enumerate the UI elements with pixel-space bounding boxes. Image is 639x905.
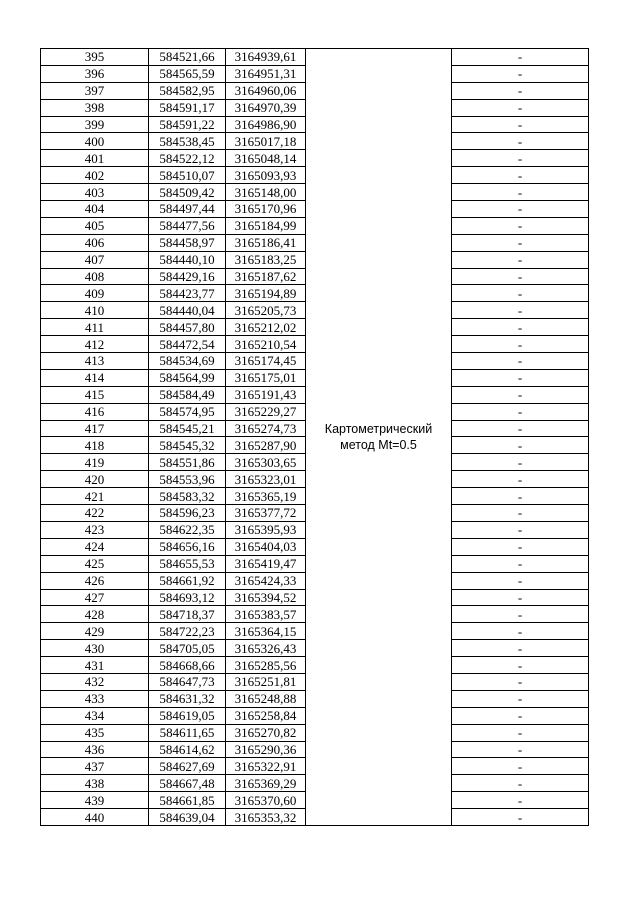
error-value-cell: - [452,133,589,150]
error-value-cell: - [452,488,589,505]
error-value-cell: - [452,167,589,184]
point-number-cell: 421 [41,488,149,505]
y-coordinate-cell: 3165290,36 [226,741,306,758]
error-value-cell: - [452,454,589,471]
y-coordinate-cell: 3164970,39 [226,99,306,116]
x-coordinate-cell: 584553,96 [149,471,226,488]
error-value-cell: - [452,65,589,82]
x-coordinate-cell: 584631,32 [149,690,226,707]
point-number-cell: 436 [41,741,149,758]
error-value-cell: - [452,809,589,826]
x-coordinate-cell: 584718,37 [149,606,226,623]
point-number-cell: 405 [41,217,149,234]
x-coordinate-cell: 584534,69 [149,353,226,370]
point-number-cell: 404 [41,201,149,218]
x-coordinate-cell: 584647,73 [149,673,226,690]
error-value-cell: - [452,184,589,201]
error-value-cell: - [452,201,589,218]
point-number-cell: 410 [41,302,149,319]
x-coordinate-cell: 584655,53 [149,555,226,572]
y-coordinate-cell: 3165248,88 [226,690,306,707]
x-coordinate-cell: 584583,32 [149,488,226,505]
x-coordinate-cell: 584522,12 [149,150,226,167]
y-coordinate-cell: 3165404,03 [226,538,306,555]
coordinates-table [40,48,589,826]
x-coordinate-cell: 584591,22 [149,116,226,133]
y-coordinate-cell: 3165369,29 [226,775,306,792]
error-value-cell: - [452,336,589,353]
x-coordinate-cell: 584497,44 [149,201,226,218]
y-coordinate-cell: 3165394,52 [226,589,306,606]
error-value-cell: - [452,150,589,167]
error-value-cell: - [452,420,589,437]
y-coordinate-cell: 3165148,00 [226,184,306,201]
x-coordinate-cell: 584551,86 [149,454,226,471]
error-value-cell: - [452,471,589,488]
point-number-cell: 433 [41,690,149,707]
y-coordinate-cell: 3165285,56 [226,657,306,674]
table-row [41,49,589,66]
point-number-cell: 429 [41,623,149,640]
point-number-cell: 415 [41,386,149,403]
point-number-cell: 417 [41,420,149,437]
point-number-cell: 423 [41,521,149,538]
y-coordinate-cell: 3165174,45 [226,353,306,370]
x-coordinate-cell: 584693,12 [149,589,226,606]
error-value-cell: - [452,369,589,386]
y-coordinate-cell: 3165183,25 [226,251,306,268]
y-coordinate-cell: 3164960,06 [226,82,306,99]
error-value-cell: - [452,741,589,758]
y-coordinate-cell: 3165229,27 [226,403,306,420]
error-value-cell: - [452,353,589,370]
error-value-cell: - [452,403,589,420]
point-number-cell: 411 [41,319,149,336]
y-coordinate-cell: 3165186,41 [226,234,306,251]
point-number-cell: 434 [41,707,149,724]
point-number-cell: 399 [41,116,149,133]
x-coordinate-cell: 584521,66 [149,49,226,66]
point-number-cell: 413 [41,353,149,370]
error-value-cell: - [452,572,589,589]
error-value-cell: - [452,319,589,336]
x-coordinate-cell: 584619,05 [149,707,226,724]
y-coordinate-cell: 3165370,60 [226,792,306,809]
method-cell [306,49,452,826]
error-value-cell: - [452,707,589,724]
y-coordinate-cell: 3165191,43 [226,386,306,403]
error-value-cell: - [452,775,589,792]
y-coordinate-cell: 3165258,84 [226,707,306,724]
error-value-cell: - [452,640,589,657]
x-coordinate-cell: 584545,32 [149,437,226,454]
error-value-cell: - [452,589,589,606]
x-coordinate-cell: 584656,16 [149,538,226,555]
x-coordinate-cell: 584668,66 [149,657,226,674]
error-value-cell: - [452,555,589,572]
point-number-cell: 438 [41,775,149,792]
point-number-cell: 419 [41,454,149,471]
x-coordinate-cell: 584722,23 [149,623,226,640]
error-value-cell: - [452,437,589,454]
x-coordinate-cell: 584545,21 [149,420,226,437]
x-coordinate-cell: 584584,49 [149,386,226,403]
error-value-cell: - [452,606,589,623]
x-coordinate-cell: 584639,04 [149,809,226,826]
point-number-cell: 420 [41,471,149,488]
point-number-cell: 397 [41,82,149,99]
point-number-cell: 400 [41,133,149,150]
point-number-cell: 424 [41,538,149,555]
x-coordinate-cell: 584622,35 [149,521,226,538]
error-value-cell: - [452,792,589,809]
y-coordinate-cell: 3165210,54 [226,336,306,353]
point-number-cell: 430 [41,640,149,657]
point-number-cell: 431 [41,657,149,674]
point-number-cell: 407 [41,251,149,268]
x-coordinate-cell: 584614,62 [149,741,226,758]
point-number-cell: 414 [41,369,149,386]
point-number-cell: 432 [41,673,149,690]
point-number-cell: 395 [41,49,149,66]
x-coordinate-cell: 584627,69 [149,758,226,775]
point-number-cell: 427 [41,589,149,606]
y-coordinate-cell: 3165251,81 [226,673,306,690]
y-coordinate-cell: 3165017,18 [226,133,306,150]
x-coordinate-cell: 584582,95 [149,82,226,99]
y-coordinate-cell: 3165353,32 [226,809,306,826]
y-coordinate-cell: 3165377,72 [226,505,306,522]
x-coordinate-cell: 584661,85 [149,792,226,809]
point-number-cell: 401 [41,150,149,167]
error-value-cell: - [452,268,589,285]
error-value-cell: - [452,82,589,99]
x-coordinate-cell: 584458,97 [149,234,226,251]
y-coordinate-cell: 3165365,19 [226,488,306,505]
x-coordinate-cell: 584611,65 [149,724,226,741]
error-value-cell: - [452,116,589,133]
point-number-cell: 439 [41,792,149,809]
error-value-cell: - [452,690,589,707]
y-coordinate-cell: 3165383,57 [226,606,306,623]
point-number-cell: 396 [41,65,149,82]
point-number-cell: 435 [41,724,149,741]
point-number-cell: 416 [41,403,149,420]
x-coordinate-cell: 584661,92 [149,572,226,589]
y-coordinate-cell: 3164939,61 [226,49,306,66]
point-number-cell: 428 [41,606,149,623]
x-coordinate-cell: 584472,54 [149,336,226,353]
point-number-cell: 440 [41,809,149,826]
y-coordinate-cell: 3165270,82 [226,724,306,741]
y-coordinate-cell: 3164951,31 [226,65,306,82]
x-coordinate-cell: 584440,04 [149,302,226,319]
point-number-cell: 437 [41,758,149,775]
x-coordinate-cell: 584591,17 [149,99,226,116]
error-value-cell: - [452,99,589,116]
error-value-cell: - [452,657,589,674]
error-value-cell: - [452,285,589,302]
y-coordinate-cell: 3164986,90 [226,116,306,133]
x-coordinate-cell: 584423,77 [149,285,226,302]
y-coordinate-cell: 3165212,02 [226,319,306,336]
point-number-cell: 418 [41,437,149,454]
error-value-cell: - [452,234,589,251]
point-number-cell: 408 [41,268,149,285]
x-coordinate-cell: 584477,56 [149,217,226,234]
x-coordinate-cell: 584440,10 [149,251,226,268]
y-coordinate-cell: 3165326,43 [226,640,306,657]
point-number-cell: 409 [41,285,149,302]
x-coordinate-cell: 584564,99 [149,369,226,386]
y-coordinate-cell: 3165303,65 [226,454,306,471]
x-coordinate-cell: 584509,42 [149,184,226,201]
point-number-cell: 422 [41,505,149,522]
error-value-cell: - [452,505,589,522]
x-coordinate-cell: 584510,07 [149,167,226,184]
error-value-cell: - [452,251,589,268]
point-number-cell: 426 [41,572,149,589]
error-value-cell: - [452,521,589,538]
y-coordinate-cell: 3165364,15 [226,623,306,640]
y-coordinate-cell: 3165287,90 [226,437,306,454]
y-coordinate-cell: 3165170,96 [226,201,306,218]
y-coordinate-cell: 3165419,47 [226,555,306,572]
y-coordinate-cell: 3165205,73 [226,302,306,319]
x-coordinate-cell: 584457,80 [149,319,226,336]
x-coordinate-cell: 584538,45 [149,133,226,150]
point-number-cell: 406 [41,234,149,251]
point-number-cell: 425 [41,555,149,572]
method-line-2: метод Mt=0.5 [340,437,417,452]
y-coordinate-cell: 3165175,01 [226,369,306,386]
error-value-cell: - [452,49,589,66]
y-coordinate-cell: 3165048,14 [226,150,306,167]
point-number-cell: 402 [41,167,149,184]
error-value-cell: - [452,724,589,741]
y-coordinate-cell: 3165322,91 [226,758,306,775]
error-value-cell: - [452,538,589,555]
x-coordinate-cell: 584705,05 [149,640,226,657]
point-number-cell: 398 [41,99,149,116]
y-coordinate-cell: 3165395,93 [226,521,306,538]
x-coordinate-cell: 584574,95 [149,403,226,420]
y-coordinate-cell: 3165093,93 [226,167,306,184]
y-coordinate-cell: 3165187,62 [226,268,306,285]
error-value-cell: - [452,758,589,775]
error-value-cell: - [452,386,589,403]
method-line-1: Картометрический [324,421,433,436]
x-coordinate-cell: 584429,16 [149,268,226,285]
error-value-cell: - [452,673,589,690]
y-coordinate-cell: 3165274,73 [226,420,306,437]
error-value-cell: - [452,217,589,234]
point-number-cell: 403 [41,184,149,201]
x-coordinate-cell: 584565,59 [149,65,226,82]
x-coordinate-cell: 584667,48 [149,775,226,792]
error-value-cell: - [452,623,589,640]
x-coordinate-cell: 584596,23 [149,505,226,522]
y-coordinate-cell: 3165424,33 [226,572,306,589]
y-coordinate-cell: 3165184,99 [226,217,306,234]
coordinates-table-body [41,49,589,826]
y-coordinate-cell: 3165194,89 [226,285,306,302]
point-number-cell: 412 [41,336,149,353]
error-value-cell: - [452,302,589,319]
y-coordinate-cell: 3165323,01 [226,471,306,488]
